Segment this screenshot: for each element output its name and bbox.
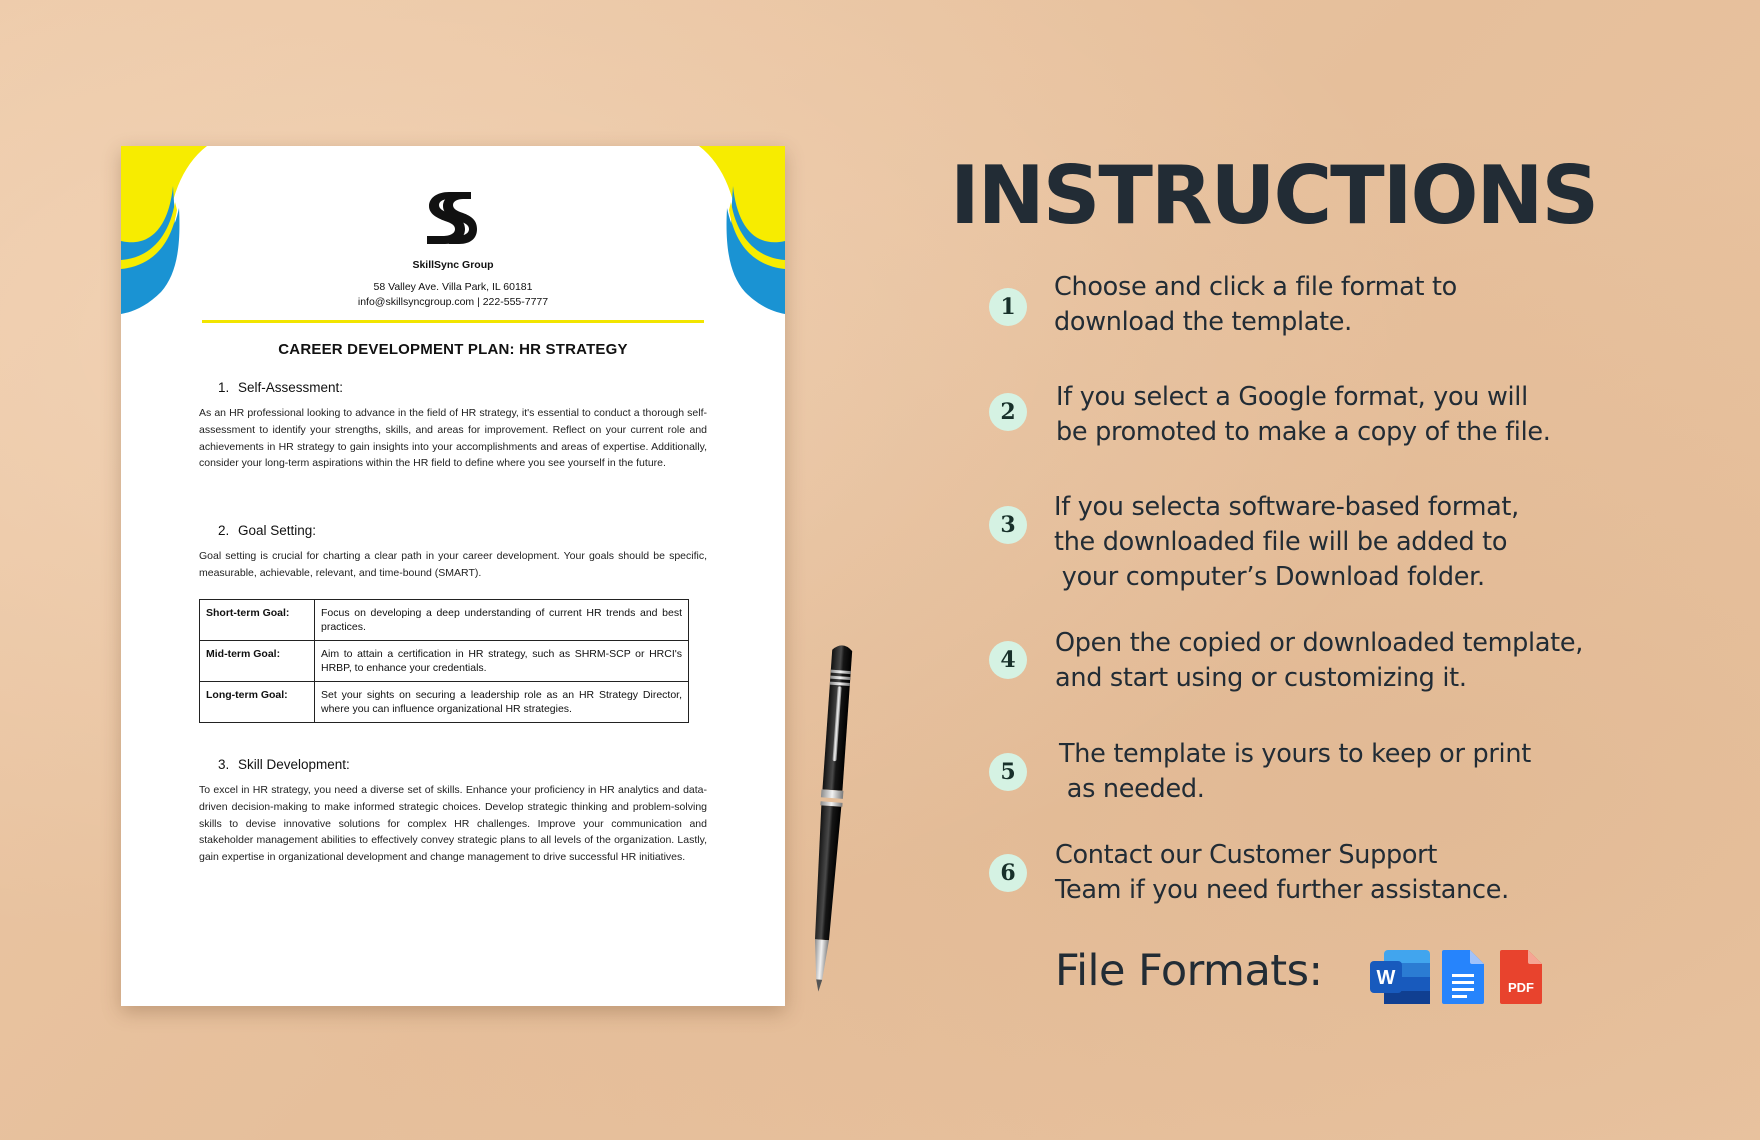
section-title: Goal Setting: [238, 523, 317, 538]
word-letter: W [1376, 967, 1396, 989]
address-line: 58 Valley Ave. Villa Park, IL 60181 [373, 281, 533, 293]
section-body-goal-setting: Goal setting is crucial for charting a clear path in your career development. Your goals should be specific, measurable, achievable, relevant, and time-bound (SMART). [199, 550, 707, 579]
section-heading-skill-development [218, 757, 350, 772]
goal-label: Short-term Goal: [200, 600, 315, 641]
step-number-badge: 6 [989, 854, 1027, 892]
goals-table [199, 599, 689, 723]
table-row [200, 682, 689, 723]
step-number-badge: 1 [989, 288, 1027, 326]
goal-text: Focus on developing a deep understanding of current HR trends and best practices. [315, 600, 689, 641]
table-row [200, 641, 689, 682]
step-number-badge: 4 [989, 641, 1027, 679]
section-number: 3. [218, 757, 230, 772]
instructions-title: INSTRUCTIONS [950, 149, 1598, 242]
contact-line: info@skillsyncgroup.com | 222-555-7777 [357, 296, 549, 308]
section-body-skill-development: To excel in HR strategy, you need a diverse set of skills. Enhance your proficiency in HR analytics and data-driven decision-making to make informed strategic choices. Develop strategic thinking and problem-solving skills to devise innovative solutions for complex HR challenges. Improve your communication and stakeholder management abilities to effectively convey strategic plans to all levels of the organization. Lastly, gain expertise in organizational development and change management to drive successful HR initiatives. [199, 784, 707, 864]
goal-text: Aim to attain a certification in HR strategy, such as SHRM-SCP or HRCI's HRBP, to enhance your credentials. [315, 641, 689, 682]
step-number-badge: 2 [989, 393, 1027, 431]
section-body-self-assessment: As an HR professional looking to advance in the field of HR strategy, it's essential to conduct a thorough self-assessment to identify your strengths, skills, and areas for improvement. Reflect on your current role and achievements in HR strategy to gain insights into your accomplishments and areas of expertise. Additionally, consider your long-term aspirations within the HR field to define where you see yourself in the future. [199, 407, 707, 470]
step-number-badge: 3 [989, 506, 1027, 544]
step-text: Open the copied or downloaded template, and start using or customizing it. [1055, 628, 1584, 693]
company-name: SkillSync Group [412, 259, 494, 271]
table-row [200, 600, 689, 641]
document-title: CAREER DEVELOPMENT PLAN: HR STRATEGY [278, 341, 628, 358]
step-number-badge: 5 [989, 753, 1027, 791]
section-title: Self-Assessment: [238, 380, 344, 395]
section-number: 1. [218, 380, 230, 395]
step-text: If you select a Google format, you will be promoted to make a copy of the file. [1056, 382, 1551, 447]
step-text: The template is yours to keep or print as needed. [1059, 739, 1531, 804]
step-text: If you selecta software-based format, the downloaded file will be added to your computer’s Download folder. [1054, 492, 1519, 592]
google-docs-icon[interactable] [1440, 948, 1486, 1006]
step-text: Choose and click a file format to download the template. [1054, 272, 1457, 337]
word-icon[interactable] [1368, 948, 1432, 1006]
file-formats-label: File Formats: [1055, 946, 1323, 996]
goal-label: Long-term Goal: [200, 682, 315, 723]
section-heading-self-assessment [218, 380, 343, 395]
section-number: 2. [218, 523, 230, 538]
section-heading-goal-setting [218, 523, 316, 538]
goal-text: Set your sights on securing a leadership role as an HR Strategy Director, where you can influence organizational HR strategies. [315, 682, 689, 723]
header-divider [202, 320, 704, 323]
step-text: Contact our Customer Support Team if you need further assistance. [1055, 840, 1509, 905]
company-contact [121, 280, 785, 310]
pdf-icon[interactable] [1498, 948, 1544, 1006]
pen-image [790, 640, 870, 1010]
pdf-label: PDF [1508, 980, 1534, 995]
section-title: Skill Development: [238, 757, 350, 772]
company-logo [419, 188, 479, 248]
goal-label: Mid-term Goal: [200, 641, 315, 682]
template-document-preview [121, 146, 785, 1006]
